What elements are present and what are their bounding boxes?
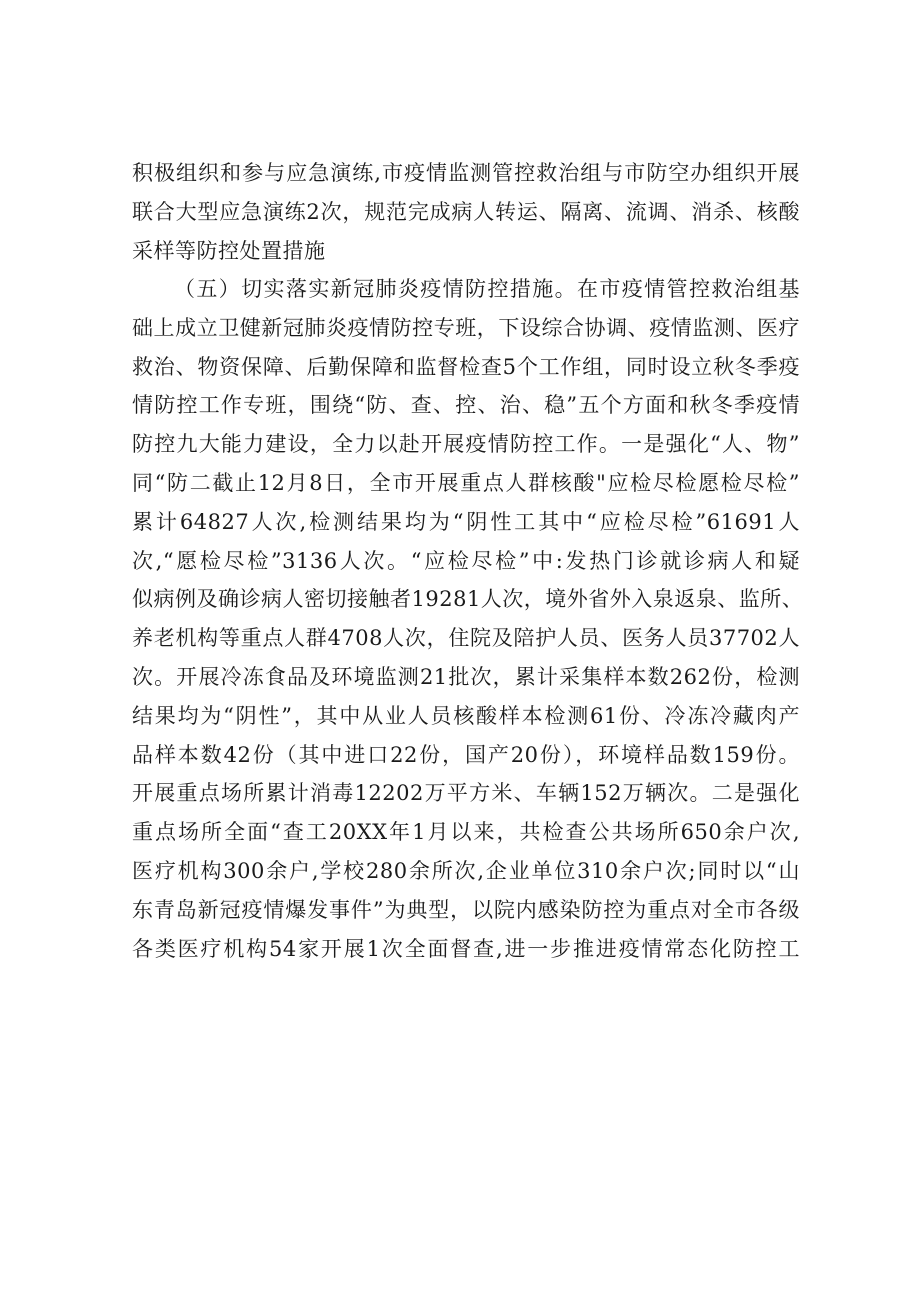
paragraph-line: 次。开展冷冻食品及环境监测21批次，累计采集样本数262份，检测 — [132, 664, 800, 689]
paragraph-line: 救治、物资保障、后勤保障和监督检查5个工作组，同时设立秋冬季疫 — [132, 354, 800, 379]
continuation-paragraph — [132, 154, 800, 270]
paragraph-line: 开展重点场所累计消毒12202万平方米、车辆152万辆次。二是强化 — [132, 781, 800, 806]
section-five-paragraph — [132, 270, 804, 968]
paragraph-line: 养老机构等重点人群4708人次，住院及陪护人员、医务人员37702人 — [132, 626, 800, 651]
paragraph-line: 同“防二截止12月8日，全市开展重点人群核酸"应检尽检愿检尽检” — [132, 470, 800, 495]
paragraph-line: 础上成立卫健新冠肺炎疫情防控专班，下设综合协调、疫情监测、医疗 — [132, 315, 800, 340]
paragraph-line: 结果均为“阴性”，其中从业人员核酸样本检测61份、冷冻冷藏肉产 — [132, 703, 800, 728]
paragraph-line: 各类医疗机构54家开展1次全面督查,进一步推进疫情常态化防控工 — [132, 936, 800, 961]
paragraph-line: 东青岛新冠疫情爆发事件”为典型，以院内感染防控为重点对全市各级 — [132, 897, 800, 922]
paragraph-heading-line: （五）切实落实新冠肺炎疫情防控措施。在市疫情管控救治组基 — [174, 277, 800, 301]
paragraph-line: 似病例及确诊病人密切接触者19281人次，境外省外入泉返泉、监所、 — [132, 587, 804, 612]
paragraph-line: 品样本数42份（其中进口22份，国产20份），环境样品数159份。 — [132, 742, 800, 767]
paragraph-line: 积极组织和参与应急演练,市疫情监测管控救治组与市防空办组织开展 — [132, 161, 800, 185]
paragraph-line: 累计64827人次,检测结果均为“阴性工其中“应检尽检”61691人 — [132, 509, 800, 534]
paragraph-line: 医疗机构300余户,学校280余所次,企业单位310余户次;同时以“山 — [132, 858, 800, 883]
paragraph-line: 次,“愿检尽检”3136人次。“应检尽检”中:发热门诊就诊病人和疑 — [132, 548, 800, 573]
paragraph-line: 重点场所全面“查工20XX年1月以来，共检查公共场所650余户次, — [132, 820, 800, 845]
paragraph-line: 防控九大能力建设，全力以赴开展疫情防控工作。一是强化“人、物” — [132, 432, 800, 457]
paragraph-line: 联合大型应急演练2次，规范完成病人转运、隔离、流调、消杀、核酸 — [132, 199, 800, 224]
paragraph-line: 情防控工作专班，围绕“防、查、控、治、稳”五个方面和秋冬季疫情 — [132, 393, 800, 418]
paragraph-line: 采样等防控处置措施 — [132, 238, 326, 263]
